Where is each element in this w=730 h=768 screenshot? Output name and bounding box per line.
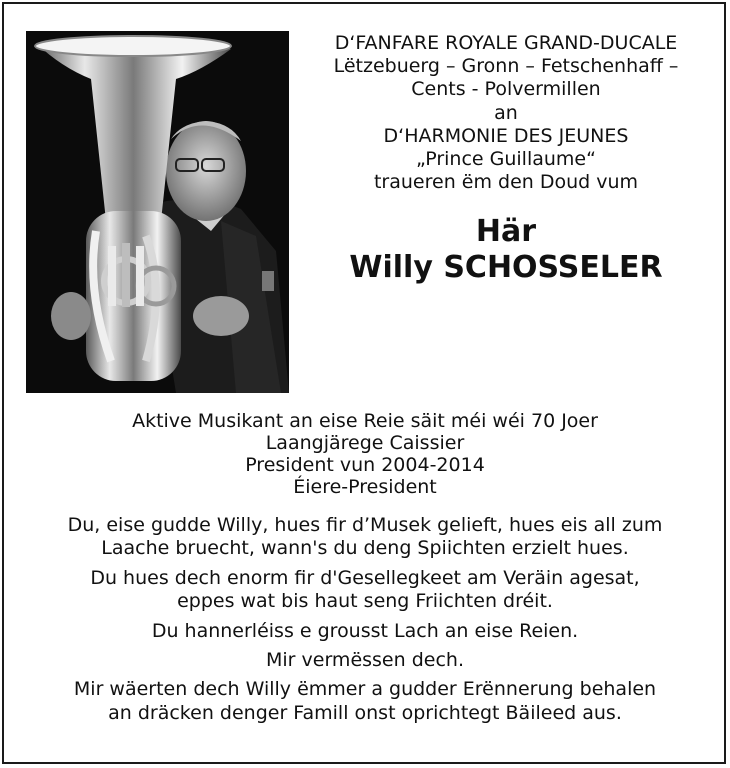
- tuba-player-illustration: [26, 31, 289, 393]
- header-line: D‘FANFARE ROYALE GRAND-DUCALE: [334, 32, 678, 54]
- portrait-photo: [26, 31, 289, 393]
- deceased-title: Här: [475, 214, 537, 249]
- tribute-line: Mir vermëssen dech.: [266, 649, 464, 672]
- organizations-header: [290, 32, 722, 194]
- tribute-line: Du, eise gudde Willy, hues fir d’Musek gelieft, hues eis all zum: [67, 514, 663, 536]
- tribute-line: Du hues dech enorm fir d'Gesellegkeet am Veräin agesat,: [90, 566, 640, 589]
- header-line: D‘HARMONIE DES JEUNES: [383, 124, 629, 147]
- header-line: Cents - Polvermillen: [411, 78, 601, 101]
- tribute-line: Mir wäerten dech Willy ëmmer a gudder Erënnerung behalen: [73, 678, 657, 701]
- header-line: Lëtzebuerg – Gronn – Fetschenhaff –: [333, 55, 679, 78]
- role-line: President vun 2004-2014: [245, 454, 485, 476]
- header-line: traueren ëm den Doud vum: [373, 171, 639, 194]
- header-line: „Prince Guillaume“: [416, 148, 596, 171]
- tribute-line: an dräcken denger Famill onst oprichtegt Bäileed aus.: [108, 701, 622, 724]
- tribute-message: [0, 514, 730, 731]
- deceased-name: Willy SCHOSSELER: [349, 250, 663, 285]
- header-line: an: [494, 101, 518, 124]
- tribute-line: eppes wat bis haut seng Friichten dréit.: [177, 590, 553, 613]
- tribute-paragraph: [0, 620, 730, 643]
- tribute-line: Du hannerléiss e grousst Lach an eise Reien.: [151, 619, 579, 642]
- tribute-line: Laache bruecht, wann's du deng Spiichten erzielt hues.: [101, 537, 629, 560]
- roles-list: [0, 410, 730, 498]
- tribute-paragraph: [0, 678, 730, 725]
- role-line: Laangjärege Caissier: [265, 432, 465, 454]
- role-line: Aktive Musikant an eise Reie säit méi wéi 70 Joer: [132, 410, 598, 432]
- tribute-paragraph: [0, 514, 730, 561]
- tribute-paragraph: [0, 649, 730, 672]
- tribute-paragraph: [0, 567, 730, 614]
- role-line: Éiere-President: [293, 476, 437, 498]
- deceased-name-block: [290, 214, 722, 286]
